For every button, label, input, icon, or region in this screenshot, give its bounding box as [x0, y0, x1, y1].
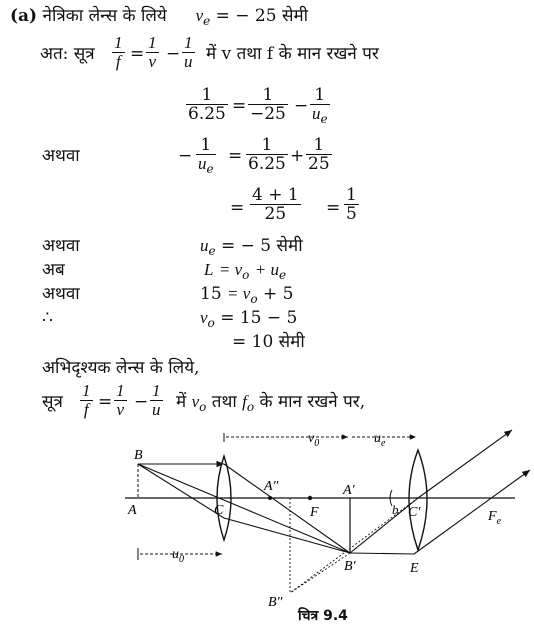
eq2-minus: − [178, 146, 193, 166]
eq2-frac-3: $\frac{1}{25}$ [308, 135, 330, 174]
eq2-frac-2: $\frac{1}{6.25}$ [248, 135, 286, 174]
last-frac-2: $\frac{1}{v}$ [116, 381, 125, 419]
figure-caption: चित्र 9.4 [298, 608, 348, 624]
line-1 [10, 6, 308, 31]
A2-dot [268, 496, 272, 500]
eq1-frac-2: $\frac{1}{-25}$ [250, 85, 286, 124]
eq2-plus: + [290, 146, 305, 166]
dim-u0-label: $u_0$ [172, 547, 184, 565]
label-F: F [310, 505, 319, 520]
lens-formula-frac-1: $\frac{1}{f}$ [114, 33, 123, 71]
label-A: A [128, 503, 137, 518]
ray-B-focal [138, 464, 224, 518]
label-b: b [392, 502, 399, 517]
eq1-frac-1: $\frac{1}{6.25}$ [188, 85, 226, 124]
label-B1: B′ [344, 559, 356, 574]
emergent-ray-2 [414, 470, 530, 554]
line-2-suffix: में v तथा f के मान रखने पर [206, 44, 379, 64]
label-C: C [214, 503, 224, 518]
dim-v0-label: $v_0$ [308, 431, 320, 449]
row-1-eq: $L = v_o + u_e$ [204, 260, 287, 282]
ray-to-E [350, 553, 414, 554]
dim-ue-label: $u_e$ [374, 431, 386, 449]
ve-symbol: v [195, 6, 204, 25]
eq3-frac-1: $\frac{4 + 1}{25}$ [252, 185, 299, 224]
row-3-eq: $v_o = 15 - 5$ [200, 308, 298, 330]
focus-F-dot [308, 496, 312, 500]
row-2-word: अथवा [42, 284, 80, 304]
lens-formula-frac-2: $\frac{1}{v}$ [148, 33, 157, 71]
ve-value: = − 25 सेमी [215, 6, 309, 26]
part-label: (a) [10, 6, 38, 26]
result-line: = 10 सेमी [232, 332, 305, 352]
ve-sub: e [203, 14, 211, 28]
line-1-text: नेत्रिका लेन्स के लिये [42, 6, 167, 26]
label-B2: B″ [268, 595, 283, 610]
row-0-word: अथवा [42, 236, 80, 256]
eq2-equals: = [228, 146, 243, 166]
eq3-equals-2: = [326, 198, 341, 218]
last-frac-1: $\frac{1}{f}$ [82, 381, 91, 419]
eq3-equals: = [230, 198, 245, 218]
line-2-prefix: अत: सूत्र [40, 44, 95, 64]
label-C1: C′ [408, 505, 421, 520]
label-A2: A″ [264, 479, 279, 494]
eq1-frac-3: $\frac{1}{u_e}$ [312, 85, 328, 126]
last-suffix: में $v_o$ तथा $f_o$ के मान रखने पर, [176, 392, 366, 414]
backtrace-2 [290, 553, 350, 593]
label-B: B [134, 448, 143, 463]
eq2-word: अथवा [42, 146, 80, 166]
equals-sign: = [130, 44, 145, 64]
eyepiece-lens [409, 450, 427, 550]
ray-refracted-3 [224, 518, 350, 553]
last-minus: − [134, 392, 149, 412]
last-equals: = [98, 392, 113, 412]
row-3-word: ∴ [42, 308, 53, 328]
label-Fe: $F_e$ [488, 509, 502, 527]
objective-heading: अभिदृश्यक लेन्स के लिये, [42, 358, 200, 378]
last-prefix: सूत्र [42, 392, 63, 412]
minus-sign: − [166, 44, 181, 64]
row-1-word: अब [42, 260, 65, 280]
lens-formula-frac-3: $\frac{1}{u}$ [184, 33, 193, 71]
row-2-eq: $15 = v_o + 5$ [200, 284, 294, 306]
label-A1: A′ [343, 483, 355, 498]
label-E: E [410, 561, 419, 576]
row-0-eq: $u_e$ = − 5 सेमी [200, 236, 303, 258]
eq1-equals: = [232, 96, 247, 116]
eq1-minus: − [294, 96, 309, 116]
emergent-ray-1 [418, 430, 512, 498]
last-frac-3: $\frac{1}{u}$ [152, 381, 161, 419]
ray-diagram [0, 428, 534, 628]
eq3-frac-2: $\frac{1}{5}$ [346, 185, 357, 224]
eq2-frac-1: $\frac{1}{u_e}$ [198, 135, 214, 176]
